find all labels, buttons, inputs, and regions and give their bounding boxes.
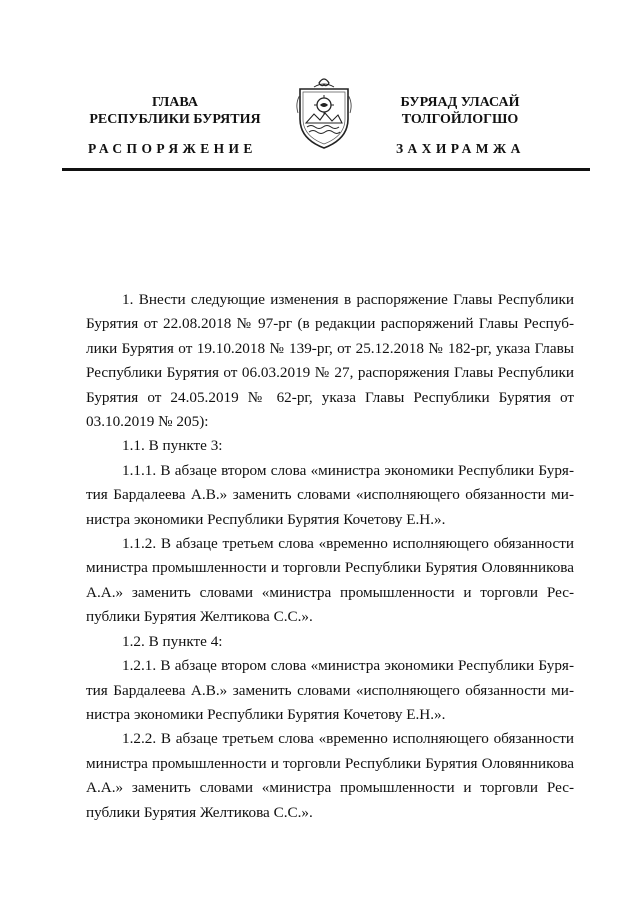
paragraph-1-1: 1.1. В пункте 3: — [122, 437, 223, 455]
paragraph-1-1-2: 1.1.2. В абзаце третьем слова «временно исполняющего обязанности министра промышленности и торговли Республики Бурятия Оловянникова А.А.» заменить словами «министра промышленности и торговли Республики Бурятия Желтикова С.С.». — [86, 535, 574, 626]
paragraph-1-2-1: 1.2.1. В абзаце втором слова «министра экономики Республики Бурятия Бардалеева А.В.» заменить словами «исполняющего обязанности министра экономики Республики Бурятия Кочетову Е.Н.». — [86, 657, 574, 723]
header-divider — [62, 168, 590, 171]
paragraph-1-2-2: 1.2.2. В абзаце третьем слова «временно исполняющего обязанности министра промышленности и торговли Республики Бурятия Оловянникова А.А.» заменить словами «министра промышленности и торговли Республики Бурятия Желтикова С.С.». — [86, 730, 574, 821]
buryatia-coat-of-arms-icon — [294, 73, 354, 151]
header-right-line-2: ТОЛГОЙЛОГШО — [401, 112, 519, 127]
document-body — [86, 288, 574, 825]
document-type-right: ЗАХИРАМЖА — [396, 141, 525, 156]
header-left-line-1: ГЛАВА — [152, 95, 198, 110]
header-left-block — [70, 94, 280, 128]
header-right-line-1: БУРЯАД УЛАСАЙ — [400, 95, 520, 110]
paragraph-1: 1. Внести следующие изменения в распоряжение Главы Республики Бурятия от 22.08.2018 № 97-рг (в редакции распоряжений Главы Республики Бурятия от 19.10.2018 № 139-рг, от 25.12.2018 № 182-рг, указа Главы Республики Бурятия от 06.03.2019 № 27, распоряжения Главы Республики Бурятия от 24.05.2019 № 62-рг, указа Главы Республики Бурятия от 03.10.2019 № 205): — [86, 291, 574, 431]
paragraph-1-2: 1.2. В пункте 4: — [122, 632, 223, 650]
header-left-line-2: РЕСПУБЛИКИ БУРЯТИЯ — [89, 112, 261, 127]
header-right-block — [355, 94, 565, 128]
paragraph-1-1-1: 1.1.1. В абзаце втором слова «министра экономики Республики Бурятия Бардалеева А.В.» заменить словами «исполняющего обязанности министра экономики Республики Бурятия Кочетову Е.Н.». — [86, 461, 574, 528]
document-type-left: РАСПОРЯЖЕНИЕ — [88, 141, 257, 156]
